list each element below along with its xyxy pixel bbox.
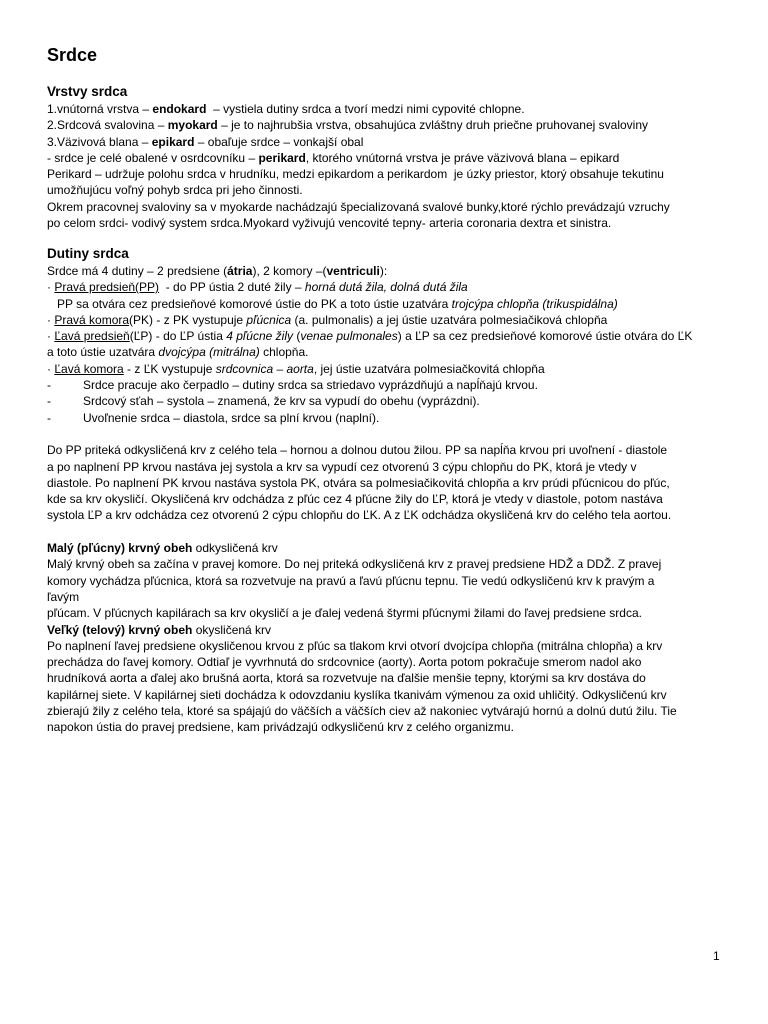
bullet: · [47,361,55,376]
text-line [47,296,727,312]
text-segment: - z ĽK vystupuje [123,361,216,376]
text-line: systola ĽP a krv odchádza cez otvorenú 2 cýpu chlopňu do ĽK. A z ĽK odchádza okysličená krv do celého tela aortou. [47,508,672,523]
bullet: · [47,280,55,295]
text-segment: Srdce má 4 dutiny – 2 predsiene ( [47,263,228,278]
page-number: 1 [713,949,720,963]
list-item [47,279,727,295]
bold-term: Malý (pľúcny) krvný obeh [47,541,193,556]
bold-term: Veľký (telový) krvný obeh [47,622,193,637]
subsection-heading-large-circulation [47,622,727,638]
text-segment: - srdce je celé obalené v osrdcovníku – [47,150,259,165]
text-segment: ( [292,329,301,344]
text-line: zbierajú žily z celého tela, ktoré sa spájajú do väčších a väčších ciev až nakoniec vytvárajú hornú a dolnú dutú žilu. Tie [47,703,677,718]
text-segment: (a. pulmonalis) a jej ústie uzatvára polmesiačiková chlopňa [291,312,608,327]
text-line: Perikard – udržuje polohu srdca v hrudníku, medzi epikardom a perikardom je úzky priestor, ktorý obsahuje tekutinu [47,167,664,182]
bold-term: endokard [152,102,207,116]
text-line: prechádza do ľavej komory. Odtiaľ je vyvrhnutá do srdcovnice (aorty). Aorta potom pokračuje smerom nadol ako [47,655,642,670]
underlined-term: Ľavá komora [54,361,124,376]
text-line [47,117,727,133]
list-item [47,328,727,344]
bold-term: átria [227,263,253,278]
italic-term: dvojcýpa (mitrálna) [158,345,260,360]
italic-term: venae pulmonales [300,329,398,344]
text-segment: 3.Väzivová blana – [47,134,152,149]
list-dash: - [47,394,51,409]
text-segment: 2.Srdcová svalovina – [47,118,168,133]
text-line: a po naplnení PP krvou nastáva jej systola a krv sa vypudí cez otvorenú 3 cýpu chlopňu do PK, ktorá je vtedy v [47,459,637,474]
page-title: Srdce [47,45,98,65]
text-segment: Srdce pracuje ako čerpadlo – dutiny srdca sa striedavo vyprázdňujú a napĺňajú krvou. [83,378,538,393]
underlined-term: Ľavá predsieň [54,329,130,344]
text-line [47,344,727,360]
text-line: diastole. Po naplnení PK krvou nastáva systola PK, otvára sa polmesiačikovitá chlopňa a krv prúdi pľúcnicou do pľúc, [47,475,670,490]
text-line [47,134,727,150]
subsection-heading-small-circulation [47,540,727,556]
text-segment: ) a ĽP sa cez predsieňové komorové ústie otvára do ĽK [397,329,693,344]
text-segment: PP sa otvára cez predsieňové komorové ústie do PK a toto ústie uzatvára [57,296,452,311]
text-segment: okysličená krv [192,622,272,637]
italic-term: trojcýpa chlopňa (trikuspidálna) [451,296,618,311]
text-line: kde sa krv okysličí. Okysličená krv odchádza z pľúc cez 4 pľúcne žily do ĽP, ktorá je vtedy v diastole, potom nastáva [47,492,663,507]
list-item [47,393,727,409]
text-line: po celom srdci- vodivý system srdca.Myokard vyživujú vencovité tepny- arteria coronaria dextra et sinistra. [47,216,612,231]
bold-term: epikard [151,134,195,149]
text-segment: – je to najhrubšia vrstva, obsahujúca zvláštny druh priečne pruhovanej svaloviny [217,118,649,133]
text-line: komory vychádza pľúcnica, ktorá sa rozvetvuje na pravú a ľavú pľúcnu tepnu. Tie vedú odkysličenú krv k pravým a [47,573,655,588]
italic-term: pľúcnica [246,312,292,327]
text-line [47,101,727,117]
text-line: pľúcam. V pľúcnych kapilárach sa krv okysličí a je ďalej vedená štyrmi pľúcnymi žilami do ľavej predsiene srdca. [47,606,642,621]
text-segment: 1.vnútorná vrstva – [47,102,153,116]
text-line: ľavým [47,589,80,604]
text-line [47,150,727,166]
text-segment: – vystiela dutiny srdca a tvorí medzi nimi cypovité chlopne. [206,102,525,116]
text-line: kapilárnej siete. V kapilárnej sieti dochádza k odovzdaniu kyslíka tkanivám výmenou za oxid uhličitý. Odkysličenú krv [47,687,667,702]
text-segment: chlopňa. [259,345,309,360]
list-dash: - [47,378,51,393]
text-segment: ), 2 komory –( [252,263,327,278]
section-heading-layers: Vrstvy srdca [47,84,128,99]
text-segment: odkysličená krv [192,541,278,556]
text-segment: (ĽP) - do ĽP ústia [129,329,227,344]
text-segment: , jej ústie uzatvára polmesiačkovitá chlopňa [313,361,545,376]
text-line [47,263,727,279]
underlined-term: Pravá komora [54,312,130,327]
bullet: · [47,312,55,327]
blank-line [47,426,727,442]
text-segment: Srdcový sťah – systola – znamená, že krv sa vypudí do obehu (vyprázdni). [83,394,480,409]
italic-term: horná dutá žila, dolná dutá žila [304,280,468,295]
bold-term: ventriculi [326,263,380,278]
text-segment: , ktorého vnútorná vrstva je práve väzivová blana – epikard [305,150,620,165]
document-page [47,44,727,736]
list-dash: - [47,410,51,425]
blank-line [47,524,727,540]
list-item [47,312,727,328]
text-line: Okrem pracovnej svaloviny sa v myokarde nachádzajú špecializovaná svalové bunky,ktoré rýchlo prevádzajú vzruchy [47,199,670,214]
text-line: Malý krvný obeh sa začína v pravej komore. Do nej priteká odkysličená krv z pravej predsiene HDŽ a DDŽ. Z pravej [47,557,662,572]
text-line: umožňujúcu voľný pohyb srdca pri jeho činnosti. [47,183,303,198]
bold-term: myokard [167,118,218,133]
italic-term: srdcovnica – aorta [215,361,314,376]
text-segment: Uvoľnenie srdca – diastola, srdce sa plní krvou (naplní). [83,410,380,425]
text-segment: (PK) - z PK vystupuje [129,312,247,327]
bold-term: perikard [258,150,306,165]
text-segment: ): [379,263,388,278]
list-item [47,377,727,393]
text-line: napokon ústia do pravej predsiene, kam privádzajú odkysličenú krv z celého organizmu. [47,720,514,735]
list-item [47,410,727,426]
underlined-term: Pravá predsieň(PP) [54,280,160,295]
italic-term: 4 pľúcne žily [226,329,293,344]
text-segment: - do PP ústia 2 duté žily – [159,280,305,295]
list-item [47,361,727,377]
text-line: Po naplnení ľavej predsiene okysličenou krvou z pľúc sa tlakom krvi otvorí dvojcípa chlopňa (mitrálna chlopňa) a krv [47,638,663,653]
text-segment: – obaľuje srdce – vonkajší obal [194,134,364,149]
text-line: hrudníková aorta a ďalej ako brušná aorta, ktorá sa rozvetvuje na ďalšie menšie tepny, ktorými sa krv dostáva do [47,671,646,686]
text-segment: a toto ústie uzatvára [47,345,159,360]
bullet: · [47,329,55,344]
text-line: Do PP priteká odkysličená krv z celého tela – hornou a dolnou dutou žilou. PP sa napĺňa krvou pri uvoľnení - diastole [47,443,668,458]
section-heading-cavities: Dutiny srdca [47,245,129,261]
